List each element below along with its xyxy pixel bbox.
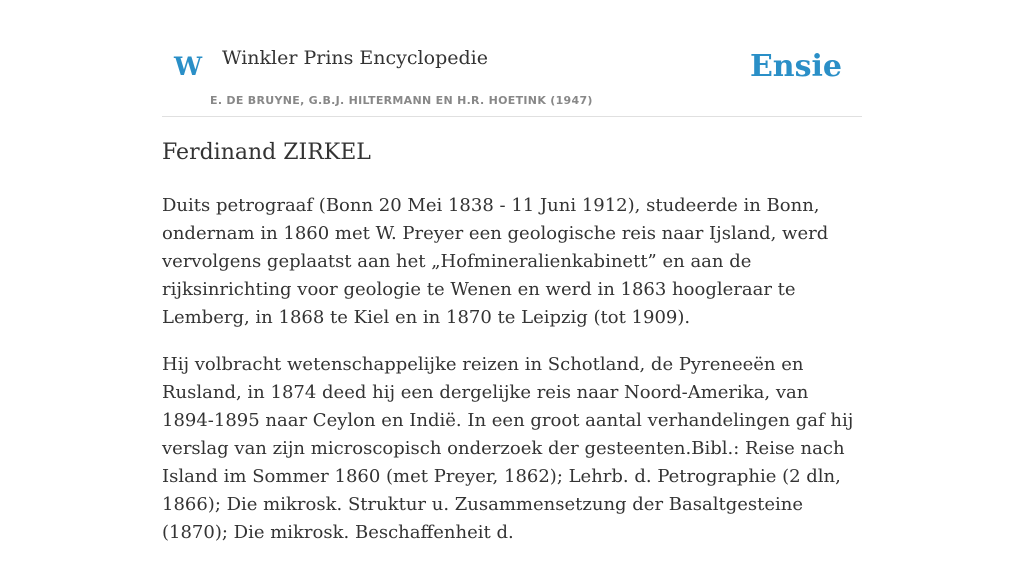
article-paragraph: Hij volbracht wetenschappelijke reizen in Schotland, de Pyreneeën en Rusland, in 1874 deed hij een dergelijke reis naar Noord-Amerika, van 1894-1895 naar Ceylon en Indië. In een groot aantal verhandelingen gaf hij verslag van zijn microscopisch onderzoek der gesteenten.Bibl.: Reise nach Island im Sommer 1860 (met Preyer, 1862); Lehrb. d. Petrographie (2 dln, 1866); Die mikrosk. Struktur u. Zusammensetzung der Basaltgesteine (1870); Die mikrosk. Beschaffenheit d. xyxy=(162,354,854,543)
article-title: Ferdinand ZIRKEL xyxy=(162,140,371,165)
source-title[interactable]: Winkler Prins Encyclopedie xyxy=(222,47,488,69)
article-body xyxy=(162,192,862,566)
site-header xyxy=(162,0,862,117)
brand-logo[interactable]: Ensie xyxy=(749,49,842,84)
source-authors: E. DE BRUYNE, G.B.J. HILTERMANN EN H.R. HOETINK (1947) xyxy=(210,94,593,107)
article-paragraph: Duits petrograaf (Bonn 20 Mei 1838 - 11 Juni 1912), studeerde in Bonn, ondernam in 1860 met W. Preyer een geologische reis naar Ijsland, werd vervolgens geplaatst aan het „Hofmineralienkabinett” en aan de rijksinrichting voor geologie te Wenen en werd in 1863 hoogleraar te Lemberg, in 1868 te Kiel en in 1870 te Leipzig (tot 1909). xyxy=(162,195,829,328)
source-logo-icon[interactable]: W xyxy=(174,52,203,81)
